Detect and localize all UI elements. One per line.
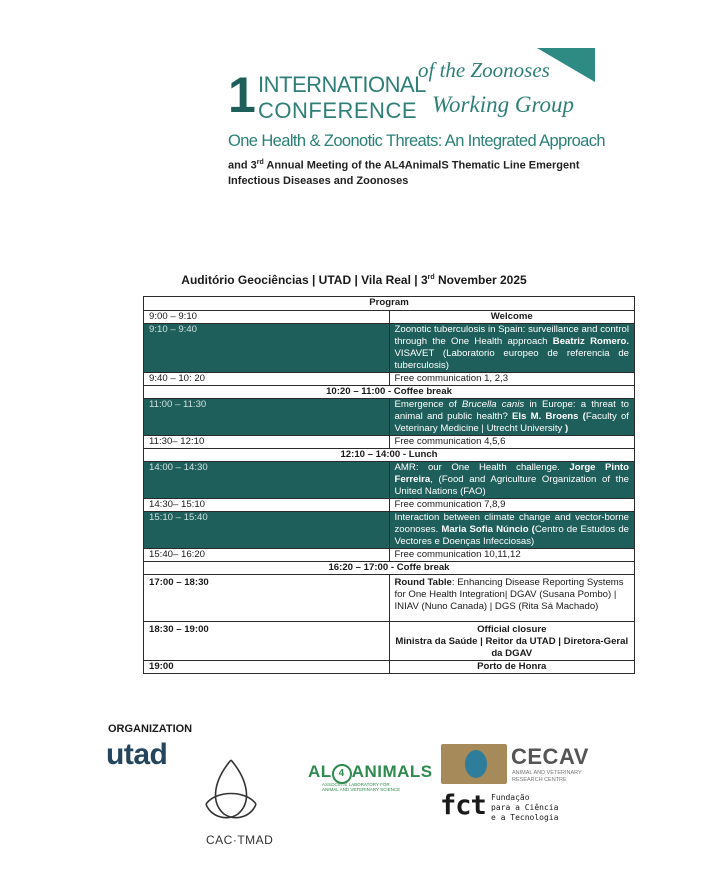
annual-meeting-text: and 3rd Annual Meeting of the AL4AnimalS Thematic Line Emergent Infectious Diseases and Zoonoses <box>228 159 580 187</box>
table-row <box>144 311 635 324</box>
session-time: 11:00 – 11:30 <box>144 399 390 436</box>
al4animals-subtitle: ASSOCIATE LABORATORY FOR ANIMAL AND VETERINARY SCIENCE <box>322 782 401 792</box>
session-desc: Free communication 1, 2,3 <box>389 373 635 386</box>
table-row <box>144 622 635 661</box>
al4-ring-icon: 4 <box>332 764 352 784</box>
cecav-logo: CECAV <box>511 744 589 769</box>
session-desc: Interaction between climate change and vector-borne zoonoses. Maria Sofia Núncio (Centro de Estudos de Vectores e Doenças Infecciosas) <box>389 512 635 549</box>
title-zoonoses: of the Zoonoses <box>418 58 550 82</box>
session-desc: Round Table: Enhancing Disease Reporting Systems for One Health Integration| DGAV (Susana Pombo) | INIAV (Nuno Canada) | DGS (Rita Sá Machado) <box>389 575 635 622</box>
session-time: 14:00 – 14:30 <box>144 462 390 499</box>
break-row <box>144 449 635 462</box>
session-desc: AMR: our One Health challenge. Jorge Pinto Ferreira, (Food and Agriculture Organization of the United Nations (FAO) <box>389 462 635 499</box>
program-header-row <box>144 297 635 311</box>
session-desc: Free communication 7,8,9 <box>389 499 635 512</box>
session-desc: Welcome <box>389 311 635 324</box>
session-desc: Porto de Honra <box>389 661 635 674</box>
session-time: 9:00 – 9:10 <box>144 311 390 324</box>
program-title: Program <box>144 297 635 311</box>
session-desc: Free communication 4,5,6 <box>389 436 635 449</box>
session-desc: Official closure Ministra da Saúde | Reitor da UTAD | Diretora-Geral da DGAV <box>389 622 635 661</box>
break-label: 12:10 – 14:00 - Lunch <box>144 449 635 462</box>
session-desc: Emergence of Brucella canis in Europe: a threat to animal and public health? Els M. Broens (Faculty of Veterinary Medicine | Utrecht University ) <box>389 399 635 436</box>
utad-logo: utad <box>106 738 168 771</box>
table-row <box>144 512 635 549</box>
venue-date: Auditório Geociências | UTAD | Vila Real | 3rd November 2025 <box>181 273 527 287</box>
table-row <box>144 661 635 674</box>
session-time: 15:10 – 15:40 <box>144 512 390 549</box>
cac-tmad-logo-icon <box>196 752 266 832</box>
session-time: 11:30– 12:10 <box>144 436 390 449</box>
table-row <box>144 462 635 499</box>
break-label: 10:20 – 11:00 - Coffee break <box>144 386 635 399</box>
table-row <box>144 324 635 373</box>
session-desc: Zoonotic tuberculosis in Spain: surveillance and control through the One Health approach Beatriz Romero. VISAVET (Laboratorio europeo de referencia de tuberculosis) <box>389 324 635 373</box>
title-conference: CONFERENCE <box>258 98 418 123</box>
table-row <box>144 399 635 436</box>
table-row <box>144 499 635 512</box>
session-time: 9:10 – 9:40 <box>144 324 390 373</box>
fct-logo: fct <box>440 790 486 821</box>
break-label: 16:20 – 17:00 - Coffe break <box>144 562 635 575</box>
ordinal-number: 1 <box>228 67 256 123</box>
conference-subtitle: One Health & Zoonotic Threats: An Integrated Approach <box>228 132 605 150</box>
table-row <box>144 373 635 386</box>
session-time: 14:30– 15:10 <box>144 499 390 512</box>
session-time: 15:40– 16:20 <box>144 549 390 562</box>
session-time: 17:00 – 18:30 <box>144 575 390 622</box>
al4animals-logo: AL 4 ANIMALS <box>308 762 433 784</box>
session-time: 18:30 – 19:00 <box>144 622 390 661</box>
program-table <box>143 296 635 674</box>
break-row <box>144 562 635 575</box>
cac-tmad-label: CAC·TMAD <box>206 833 274 847</box>
title-working-group: Working Group <box>432 92 575 117</box>
cecav-emblem-icon <box>441 744 507 784</box>
session-time: 9:40 – 10: 20 <box>144 373 390 386</box>
session-time: 19:00 <box>144 661 390 674</box>
table-row <box>144 549 635 562</box>
table-row <box>144 436 635 449</box>
break-row <box>144 386 635 399</box>
fct-subtitle: Fundação para a Ciência e a Tecnologia <box>491 793 559 822</box>
title-international: INTERNATIONAL <box>258 72 426 97</box>
organization-label: ORGANIZATION <box>108 723 193 735</box>
cecav-subtitle: ANIMAL AND VETERINARY RESEARCH CENTRE <box>512 770 582 783</box>
session-desc: Free communication 10,11,12 <box>389 549 635 562</box>
table-row <box>144 575 635 622</box>
